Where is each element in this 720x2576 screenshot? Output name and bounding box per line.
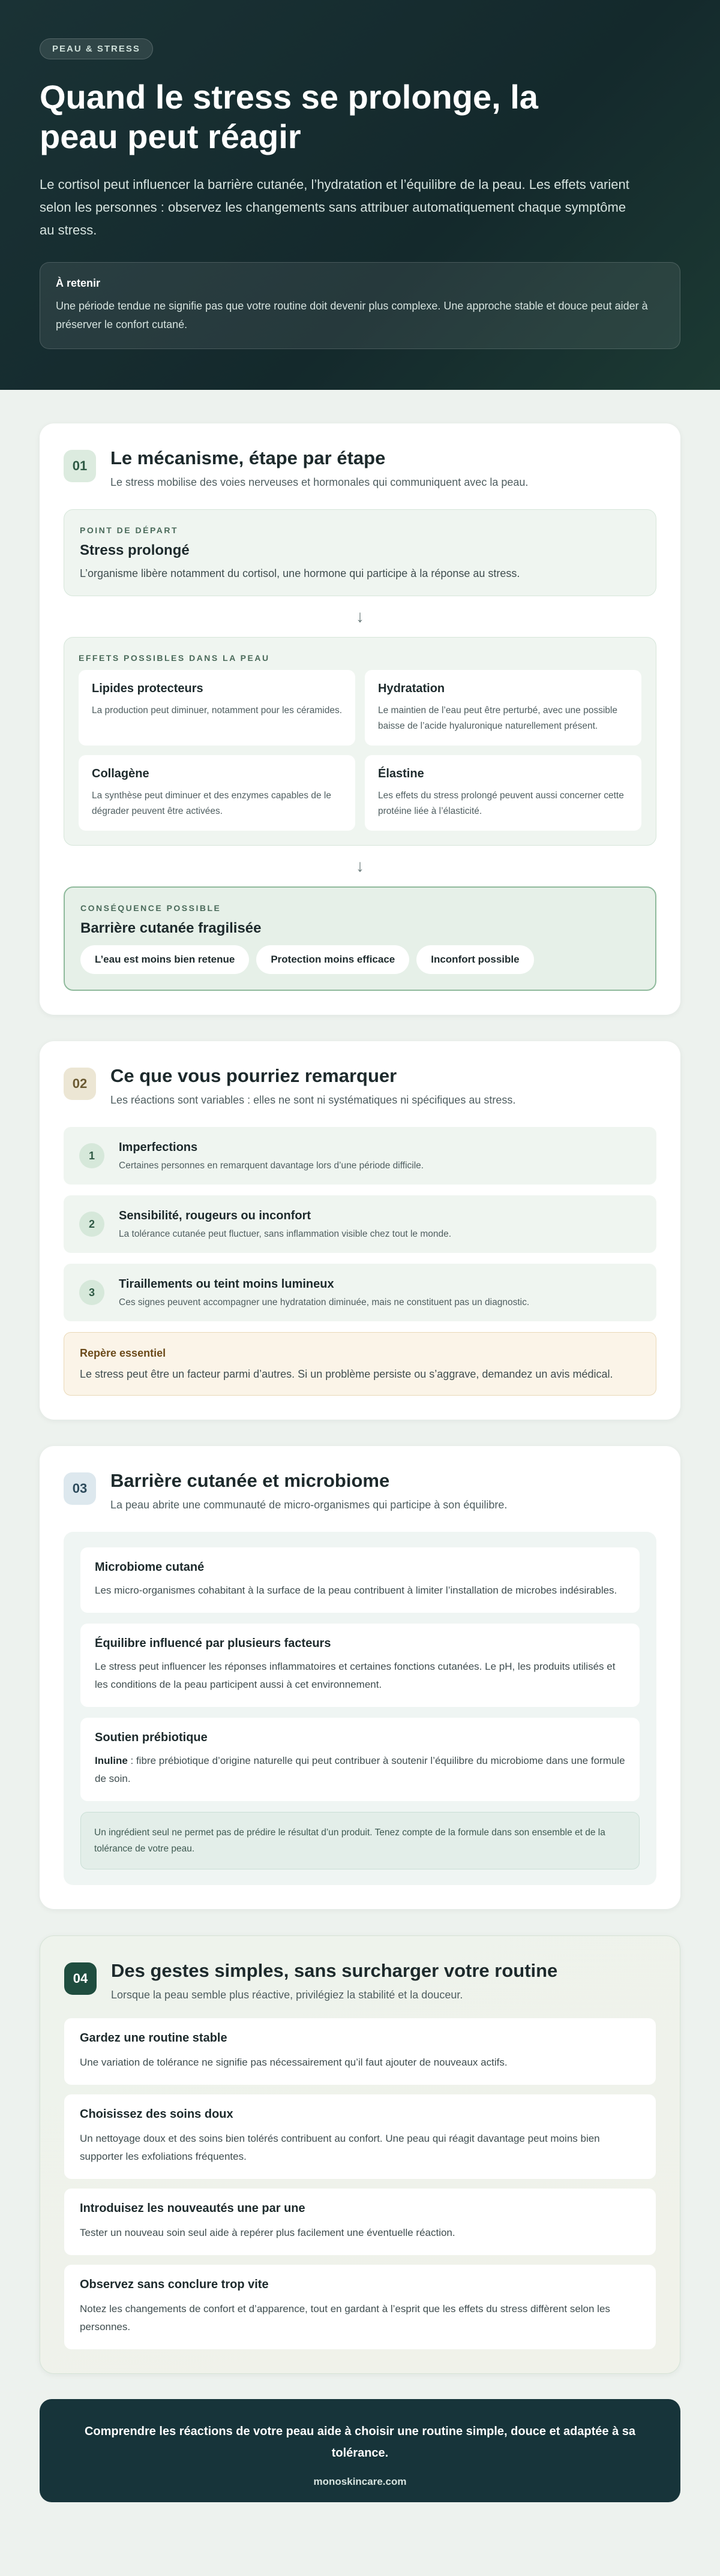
tip-text: Tester un nouveau soin seul aide à repérer plus facilement une éventuelle réaction. — [80, 2227, 455, 2238]
section-title: Le mécanisme, étape par étape — [110, 447, 386, 468]
start-panel — [64, 509, 656, 596]
section-number: 02 — [64, 1068, 96, 1100]
info-text: Le stress peut influencer les réponses inflammatoires et certaines fonctions cutanées. Le pH, les produits utilisés et les conditions de la peau participent aussi à cet environnement. — [95, 1661, 616, 1690]
consequence-panel — [64, 886, 656, 991]
effects-kicker: EFFETS POSSIBLES DANS LA PEAU — [79, 653, 270, 663]
takeaway-text: Une période tendue ne signifie pas que votre routine doit devenir plus complexe. Une approche stable et douce peut aider à préserver le confort cutané. — [56, 300, 648, 330]
section-header — [64, 1470, 656, 1511]
consequence-title: Barrière cutanée fragilisée — [80, 920, 262, 936]
effect-card — [79, 755, 355, 831]
list-item — [64, 1127, 656, 1185]
section-number: 01 — [64, 450, 96, 482]
start-title: Stress prolongé — [80, 542, 190, 558]
microbiome-note: Un ingrédient seul ne permet pas de prédire le résultat d’un produit. Tenez compte de la formule dans son ensemble et de la tolérance de votre peau. — [80, 1812, 640, 1869]
list-item — [64, 1195, 656, 1253]
effect-text: La synthèse peut diminuer et des enzymes capables de le dégrader peuvent être activées. — [92, 790, 331, 816]
note-text: Le stress peut être un facteur parmi d’autres. Si un problème persiste ou s’aggrave, demandez un avis médical. — [80, 1368, 613, 1380]
effect-card — [365, 670, 641, 746]
section-number: 03 — [64, 1472, 96, 1505]
effect-title: Élastine — [378, 767, 424, 780]
consequence-pills — [80, 945, 640, 974]
essential-note — [64, 1332, 656, 1396]
tip-card — [64, 2265, 656, 2349]
item-text: La tolérance cutanée peut fluctuer, sans inflammation visible chez tout le monde. — [119, 1228, 452, 1239]
footer-message: Comprendre les réactions de votre peau aide à choisir une routine simple, douce et adaptée à sa tolérance. — [84, 2425, 636, 2460]
section-header — [64, 1065, 656, 1107]
consequence-kicker: CONSÉQUENCE POSSIBLE — [80, 903, 221, 913]
page-title: Quand le stress se prolonge, la peau peut réagir — [40, 78, 538, 155]
item-number: 1 — [79, 1143, 104, 1168]
effect-title: Lipides protecteurs — [92, 682, 203, 695]
arrow-down-icon: ↓ — [356, 607, 364, 626]
hero-lead: Le cortisol peut influencer la barrière cutanée, l’hydratation et l’équilibre de la peau. Les effets varient selon les personnes : observez les changements sans attribuer automatiquement chaque symptôme au stress. — [40, 177, 629, 238]
item-title: Tiraillements ou teint moins lumineux — [119, 1277, 334, 1291]
item-title: Sensibilité, rougeurs ou inconfort — [119, 1209, 311, 1222]
effect-card — [79, 670, 355, 746]
start-kicker: POINT DE DÉPART — [80, 525, 179, 535]
effects-grid — [79, 670, 641, 831]
section-gestures — [40, 1935, 680, 2374]
tip-text: Notez les changements de confort et d’apparence, tout en gardant à l’esprit que les effets du stress diffèrent selon les personnes. — [80, 2303, 610, 2332]
effect-title: Collagène — [92, 767, 149, 780]
note-title: Repère essentiel — [80, 1347, 166, 1359]
effect-card — [365, 755, 641, 831]
effect-text: La production peut diminuer, notamment pour les céramides. — [92, 705, 343, 716]
section-title: Des gestes simples, sans surcharger votre routine — [111, 1960, 558, 1981]
item-number: 2 — [79, 1212, 104, 1237]
prebiotic-ingredient: Inuline — [95, 1755, 128, 1766]
tip-card — [64, 2189, 656, 2255]
info-card — [80, 1547, 640, 1613]
item-title: Imperfections — [119, 1140, 198, 1154]
takeaway-box — [40, 262, 680, 349]
hero-section — [0, 0, 720, 390]
prebiotic-description: : fibre prébiotique d’origine naturelle qui peut contribuer à soutenir l’équilibre du microbiome dans une formule de soin. — [95, 1755, 625, 1784]
effect-title: Hydratation — [378, 682, 445, 695]
tip-title: Observez sans conclure trop vite — [80, 2278, 269, 2291]
section-mechanism — [40, 423, 680, 1015]
effects-panel — [64, 637, 656, 846]
prebiotic-text — [95, 1752, 625, 1788]
section-title: Ce que vous pourriez remarquer — [110, 1065, 397, 1086]
section-subtitle: Lorsque la peau semble plus réactive, privilégiez la stabilité et la douceur. — [111, 1989, 463, 2001]
tip-text: Un nettoyage doux et des soins bien tolérés contribuent au confort. Une peau qui réagit davantage peut moins bien supporter les exfoliations fréquentes. — [80, 2133, 600, 2162]
footer-banner — [40, 2399, 680, 2502]
footer-url[interactable]: monoskincare.com — [313, 2476, 407, 2487]
info-card — [80, 1624, 640, 1707]
consequence-pill: Inconfort possible — [416, 945, 533, 974]
info-title: Microbiome cutané — [95, 1561, 205, 1574]
effect-text: Les effets du stress prolongé peuvent aussi concerner cette protéine liée à l’élasticité. — [378, 790, 624, 816]
prebiotic-title: Soutien prébiotique — [95, 1731, 208, 1744]
bottom-spacer — [0, 2502, 720, 2532]
tip-card — [64, 2094, 656, 2179]
prebiotic-card — [80, 1718, 640, 1801]
takeaway-title: À retenir — [56, 277, 101, 289]
start-text: L’organisme libère notamment du cortisol, une hormone qui participe à la réponse au stress. — [80, 567, 520, 579]
tip-card — [64, 2018, 656, 2085]
section-title: Barrière cutanée et microbiome — [110, 1470, 390, 1491]
tip-title: Introduisez les nouveautés une par une — [80, 2202, 305, 2215]
section-signs — [40, 1041, 680, 1420]
info-text: Les micro-organismes cohabitant à la surface de la peau contribuent à limiter l’installation de microbes indésirables. — [95, 1585, 617, 1596]
section-number: 04 — [64, 1962, 97, 1995]
tip-title: Choisissez des soins doux — [80, 2108, 233, 2121]
section-subtitle: Les réactions sont variables : elles ne sont ni systématiques ni spécifiques au stress. — [110, 1094, 516, 1106]
consequence-pill: Protection moins efficace — [256, 945, 409, 974]
tip-text: Une variation de tolérance ne signifie pas nécessairement qu’il faut ajouter de nouveaux actifs. — [80, 2057, 508, 2068]
eyebrow-badge: PEAU & STRESS — [40, 38, 153, 59]
item-text: Certaines personnes en remarquent davantage lors d’une période difficile. — [119, 1160, 424, 1171]
section-header — [64, 447, 656, 489]
section-subtitle: La peau abrite une communauté de micro-organismes qui participe à son équilibre. — [110, 1499, 508, 1511]
section-subtitle: Le stress mobilise des voies nerveuses et hormonales qui communiquent avec la peau. — [110, 476, 529, 488]
section-microbiome — [40, 1446, 680, 1909]
list-item — [64, 1264, 656, 1321]
microbiome-panel — [64, 1532, 656, 1885]
consequence-pill: L’eau est moins bien retenue — [80, 945, 249, 974]
arrow-down-icon: ↓ — [356, 856, 364, 875]
effect-text: Le maintien de l’eau peut être perturbé, avec une possible baisse de l’acide hyaluronique naturellement présent. — [378, 705, 617, 731]
item-number: 3 — [79, 1280, 104, 1305]
item-text: Ces signes peuvent accompagner une hydratation diminuée, mais ne constituent pas un diagnostic. — [119, 1297, 530, 1307]
tip-title: Gardez une routine stable — [80, 2031, 227, 2045]
section-header — [64, 1960, 656, 2001]
info-title: Équilibre influencé par plusieurs facteurs — [95, 1637, 331, 1650]
